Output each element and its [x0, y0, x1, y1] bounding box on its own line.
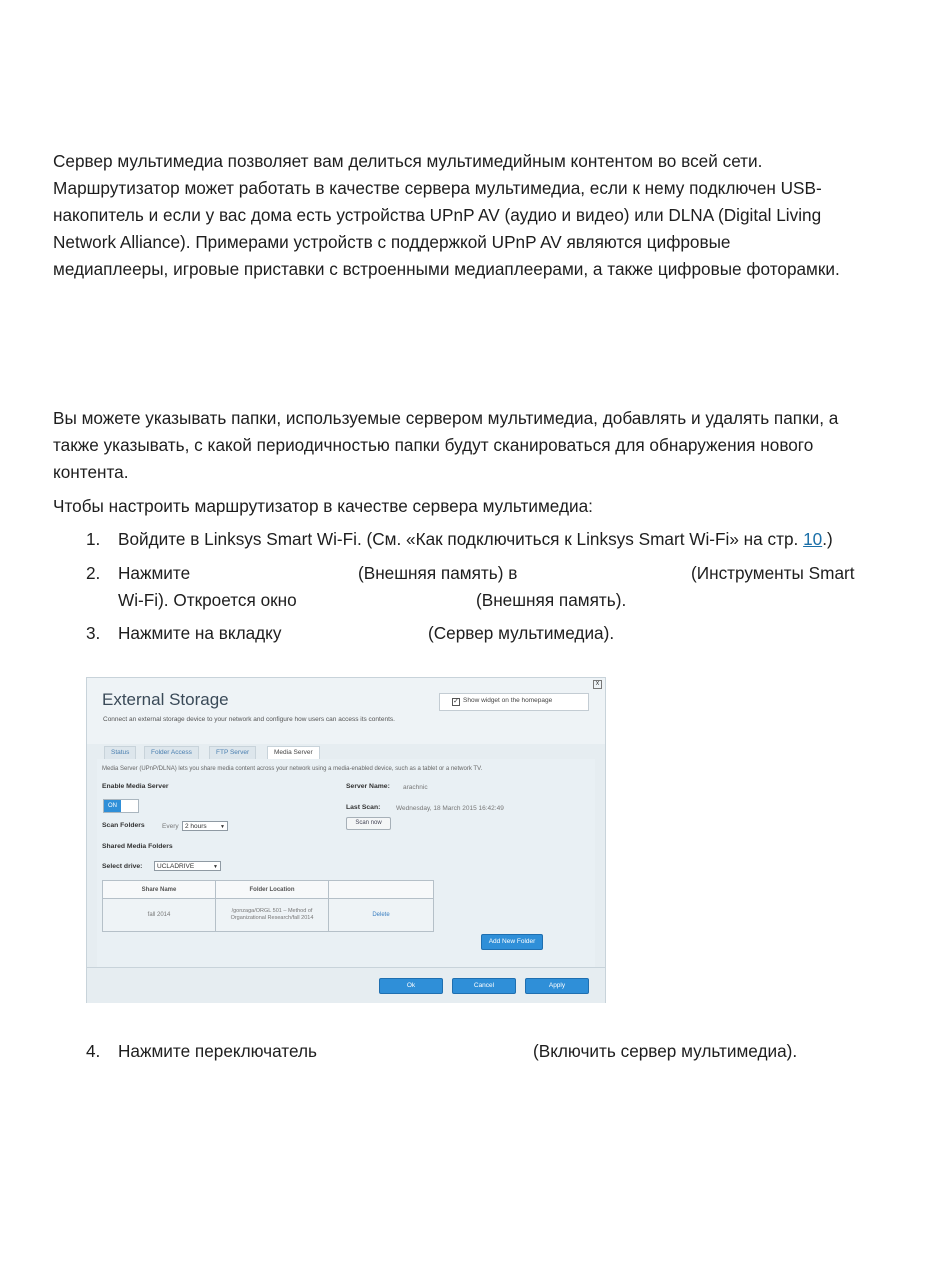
scan-every-label: Every: [162, 823, 179, 830]
step-number: 1.: [86, 529, 101, 549]
dialog-footer: [87, 967, 605, 1003]
intro-line: Маршрутизатор может работать в качестве сервера мультимедиа, если к нему подключен USB-: [53, 178, 822, 198]
widget-option[interactable]: [439, 693, 589, 711]
column-header: Share Name: [103, 881, 216, 899]
last-scan-value: Wednesday, 18 March 2015 16:42:49: [396, 805, 504, 812]
drive-select[interactable]: [154, 861, 221, 871]
step-text: Нажмите переключатель: [118, 1041, 317, 1061]
drive-value: UCLADRIVE: [157, 863, 195, 870]
step-text: Wi-Fi). Откроется окно: [118, 590, 297, 610]
intro-paragraph: [53, 148, 933, 283]
enable-label: Enable Media Server: [102, 783, 169, 790]
tab-status[interactable]: Status: [104, 746, 136, 759]
last-scan-label: Last Scan:: [346, 804, 381, 811]
ok-button[interactable]: Ok: [379, 978, 443, 994]
folders-table: [102, 880, 434, 932]
step-text: Нажмите: [118, 563, 191, 583]
apply-button[interactable]: Apply: [525, 978, 589, 994]
step-number: 2.: [86, 563, 101, 583]
table-row: [103, 899, 434, 932]
folders-line: также указывать, с какой периодичностью папки будут сканироваться для обнаружения нового: [53, 435, 814, 455]
checkbox-icon[interactable]: ✓: [453, 698, 459, 705]
external-storage-screenshot: [86, 677, 606, 1003]
server-name-value: arachnic: [403, 784, 428, 791]
tab-folder-access[interactable]: Folder Access: [144, 746, 199, 759]
step-text: (Внешняя память).: [476, 590, 627, 610]
step-text: .): [822, 529, 833, 549]
setup-intro: Чтобы настроить маршрутизатор в качестве сервера мультимедиа:: [53, 496, 593, 516]
step-text: Войдите в Linksys Smart Wi-Fi. (См. «Как подключиться к Linksys Smart Wi-Fi» на стр.: [118, 529, 804, 549]
scan-folders-label: Scan Folders: [102, 822, 145, 829]
step-text: (Внешняя память) в: [358, 563, 518, 583]
scan-interval-value: 2 hours: [185, 823, 207, 830]
add-folder-button[interactable]: Add New Folder: [481, 934, 543, 950]
tab-ftp-server[interactable]: FTP Server: [209, 746, 256, 759]
step-text: (Включить сервер мультимедиа).: [533, 1041, 798, 1061]
server-name-label: Server Name:: [346, 783, 390, 790]
column-header: [329, 881, 434, 899]
delete-link[interactable]: Delete: [329, 899, 434, 932]
widget-label: Show widget on the homepage: [463, 697, 553, 704]
intro-line: Сервер мультимедиа позволяет вам делиться мультимедийным контентом во всей сети.: [53, 151, 763, 171]
folders-line: Вы можете указывать папки, используемые сервером мультимедиа, добавлять и удалять папки, а: [53, 408, 839, 428]
intro-line: Network Alliance). Примерами устройств с поддержкой UPnP AV являются цифровые: [53, 232, 731, 252]
shared-folders-label: Shared Media Folders: [102, 843, 173, 850]
tab-media-server[interactable]: Media Server: [267, 746, 320, 759]
dialog-header: [87, 678, 605, 744]
step-text: (Сервер мультимедиа).: [428, 623, 615, 643]
intro-line: медиаплееры, игровые приставки с встроенными медиаплеерами, а также цифровые фоторамки.: [53, 259, 840, 279]
step-text: Нажмите на вкладку: [118, 623, 282, 643]
close-icon[interactable]: x: [593, 680, 602, 689]
cancel-button[interactable]: Cancel: [452, 978, 516, 994]
scan-interval-select[interactable]: [182, 821, 228, 831]
folder-location-cell: /gonzaga/ORGL 501 – Method of Organizational Research/fall 2014: [216, 899, 329, 932]
share-name-cell: fall 2014: [103, 899, 216, 932]
toggle-on-label: ON: [104, 800, 121, 812]
table-header-row: [103, 881, 434, 899]
page-link[interactable]: 10: [803, 529, 823, 549]
chevron-down-icon: ▼: [220, 824, 225, 830]
step-number: 3.: [86, 623, 101, 643]
step-number: 4.: [86, 1041, 101, 1061]
dialog-title: External Storage: [102, 690, 229, 709]
column-header: Folder Location: [216, 881, 329, 899]
folders-paragraph: [53, 405, 933, 486]
scan-now-button[interactable]: Scan now: [346, 817, 391, 830]
chevron-down-icon: ▼: [213, 864, 218, 870]
media-server-panel: [97, 759, 595, 967]
media-server-info: Media Server (UPnP/DLNA) lets you share media content across your network using a media-enabled device, such as a tablet or a network TV.: [102, 766, 483, 772]
step-text: (Инструменты Smart: [691, 563, 855, 583]
intro-line: накопитель и если у вас дома есть устройства UPnP AV (аудио и видео) или DLNA (Digital Living: [53, 205, 822, 225]
dialog-subtitle: Connect an external storage device to your network and configure how users can access its contents.: [103, 716, 395, 723]
tab-bar: [102, 744, 590, 759]
select-drive-label: Select drive:: [102, 863, 143, 870]
folders-line: контента.: [53, 462, 129, 482]
media-server-toggle[interactable]: [103, 799, 139, 813]
